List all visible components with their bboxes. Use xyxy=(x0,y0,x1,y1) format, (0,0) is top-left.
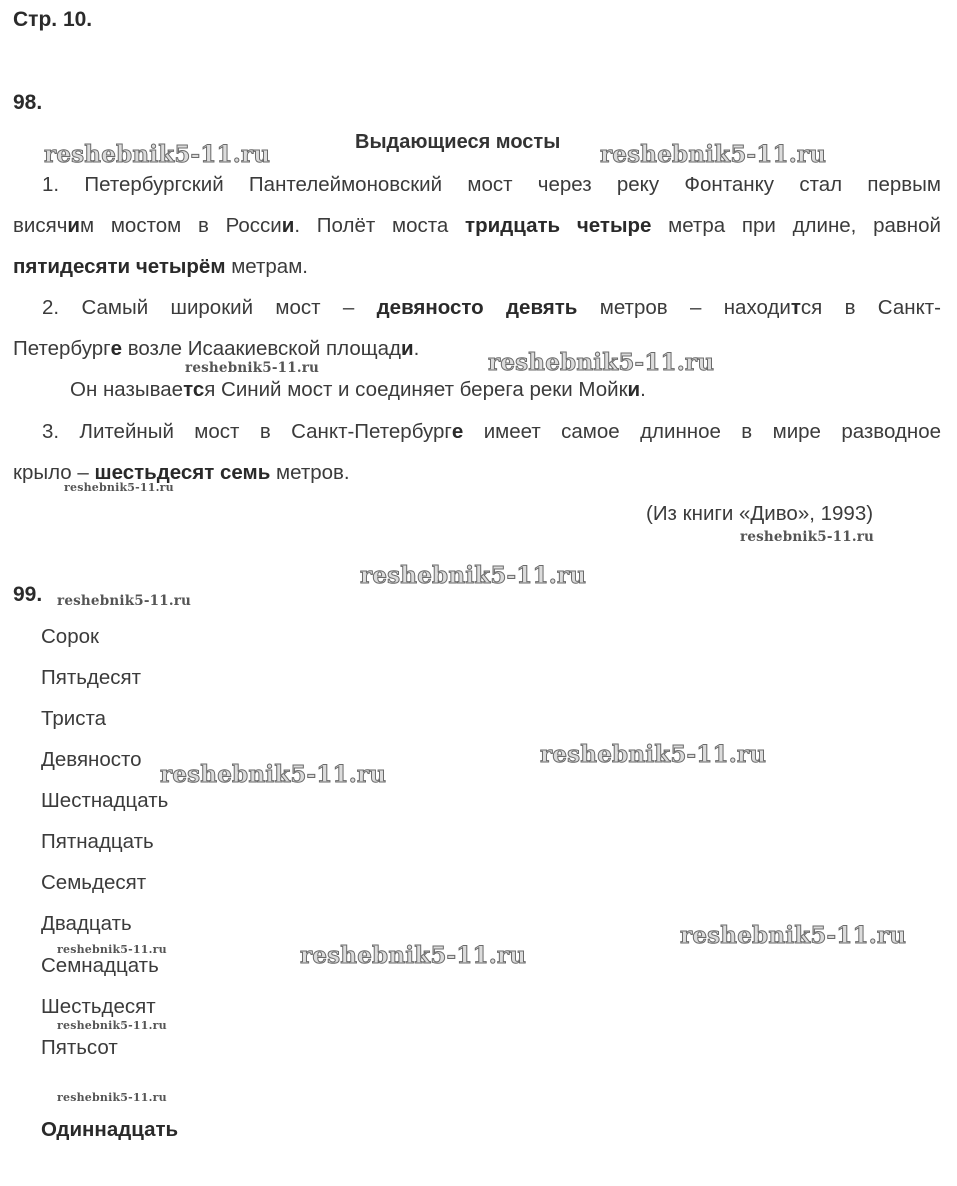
watermark: reshebnik5-11.ru xyxy=(185,360,320,376)
list-item: Двадцать xyxy=(41,912,132,935)
watermark: reshebnik5-11.ru xyxy=(57,593,192,609)
p1-line2: висячим мостом в России. Полёт моста тридцать четыре метра при длине, равной xyxy=(13,214,941,237)
watermark: reshebnik5-11.ru xyxy=(44,141,271,168)
watermark: reshebnik5-11.ru xyxy=(64,481,174,494)
watermark: reshebnik5-11.ru xyxy=(57,1019,167,1032)
exercise-98-number: 98. xyxy=(13,91,43,114)
list-item: Семнадцать xyxy=(41,954,159,977)
watermark: reshebnik5-11.ru xyxy=(740,529,875,545)
watermark: reshebnik5-11.ru xyxy=(160,761,387,788)
exercise-99-number: 99. xyxy=(13,583,43,606)
p2-line2: Петербурге возле Исаакиевской площади. xyxy=(13,337,420,360)
watermark: reshebnik5-11.ru xyxy=(57,1091,167,1104)
answer-item: Одиннадцать xyxy=(41,1118,179,1141)
p1-line3: пятидесяти четырём метрам. xyxy=(13,255,308,278)
list-item: Пятьдесят xyxy=(41,666,142,689)
list-item: Девяносто xyxy=(41,748,142,771)
watermark: reshebnik5-11.ru xyxy=(360,562,587,589)
list-item: Пятьсот xyxy=(41,1036,118,1059)
page-number: Стр. 10. xyxy=(13,8,93,31)
list-item: Пятнадцать xyxy=(41,830,154,853)
list-item: Сорок xyxy=(41,625,99,648)
exercise-98-title: Выдающиеся мосты xyxy=(355,131,561,153)
source-citation: (Из книги «Диво», 1993) xyxy=(646,502,874,525)
watermark: reshebnik5-11.ru xyxy=(540,741,767,768)
p3-line2: крыло – шестьдесят семь метров. xyxy=(13,461,350,484)
p3-line1: 3. Литейный мост в Санкт-Петербурге имеет самое длинное в мире разводное xyxy=(42,420,942,443)
p1-line1: 1. Петербургский Пантелеймоновский мост через реку Фонтанку стал первым xyxy=(42,173,941,196)
list-item: Шестьдесят xyxy=(41,995,156,1018)
list-item: Триста xyxy=(41,707,107,730)
p2-line1: 2. Самый широкий мост – девяносто девять метров – находится в Санкт- xyxy=(42,296,941,319)
list-item: Шестнадцать xyxy=(41,789,169,812)
p2-line3: Он называется Синий мост и соединяет берега реки Мойки. xyxy=(70,378,646,401)
list-item: Семьдесят xyxy=(41,871,147,894)
watermark: reshebnik5-11.ru xyxy=(488,349,715,376)
watermark: reshebnik5-11.ru xyxy=(600,141,827,168)
watermark: reshebnik5-11.ru xyxy=(57,943,167,956)
watermark: reshebnik5-11.ru xyxy=(680,922,907,949)
watermark: reshebnik5-11.ru xyxy=(300,942,527,969)
